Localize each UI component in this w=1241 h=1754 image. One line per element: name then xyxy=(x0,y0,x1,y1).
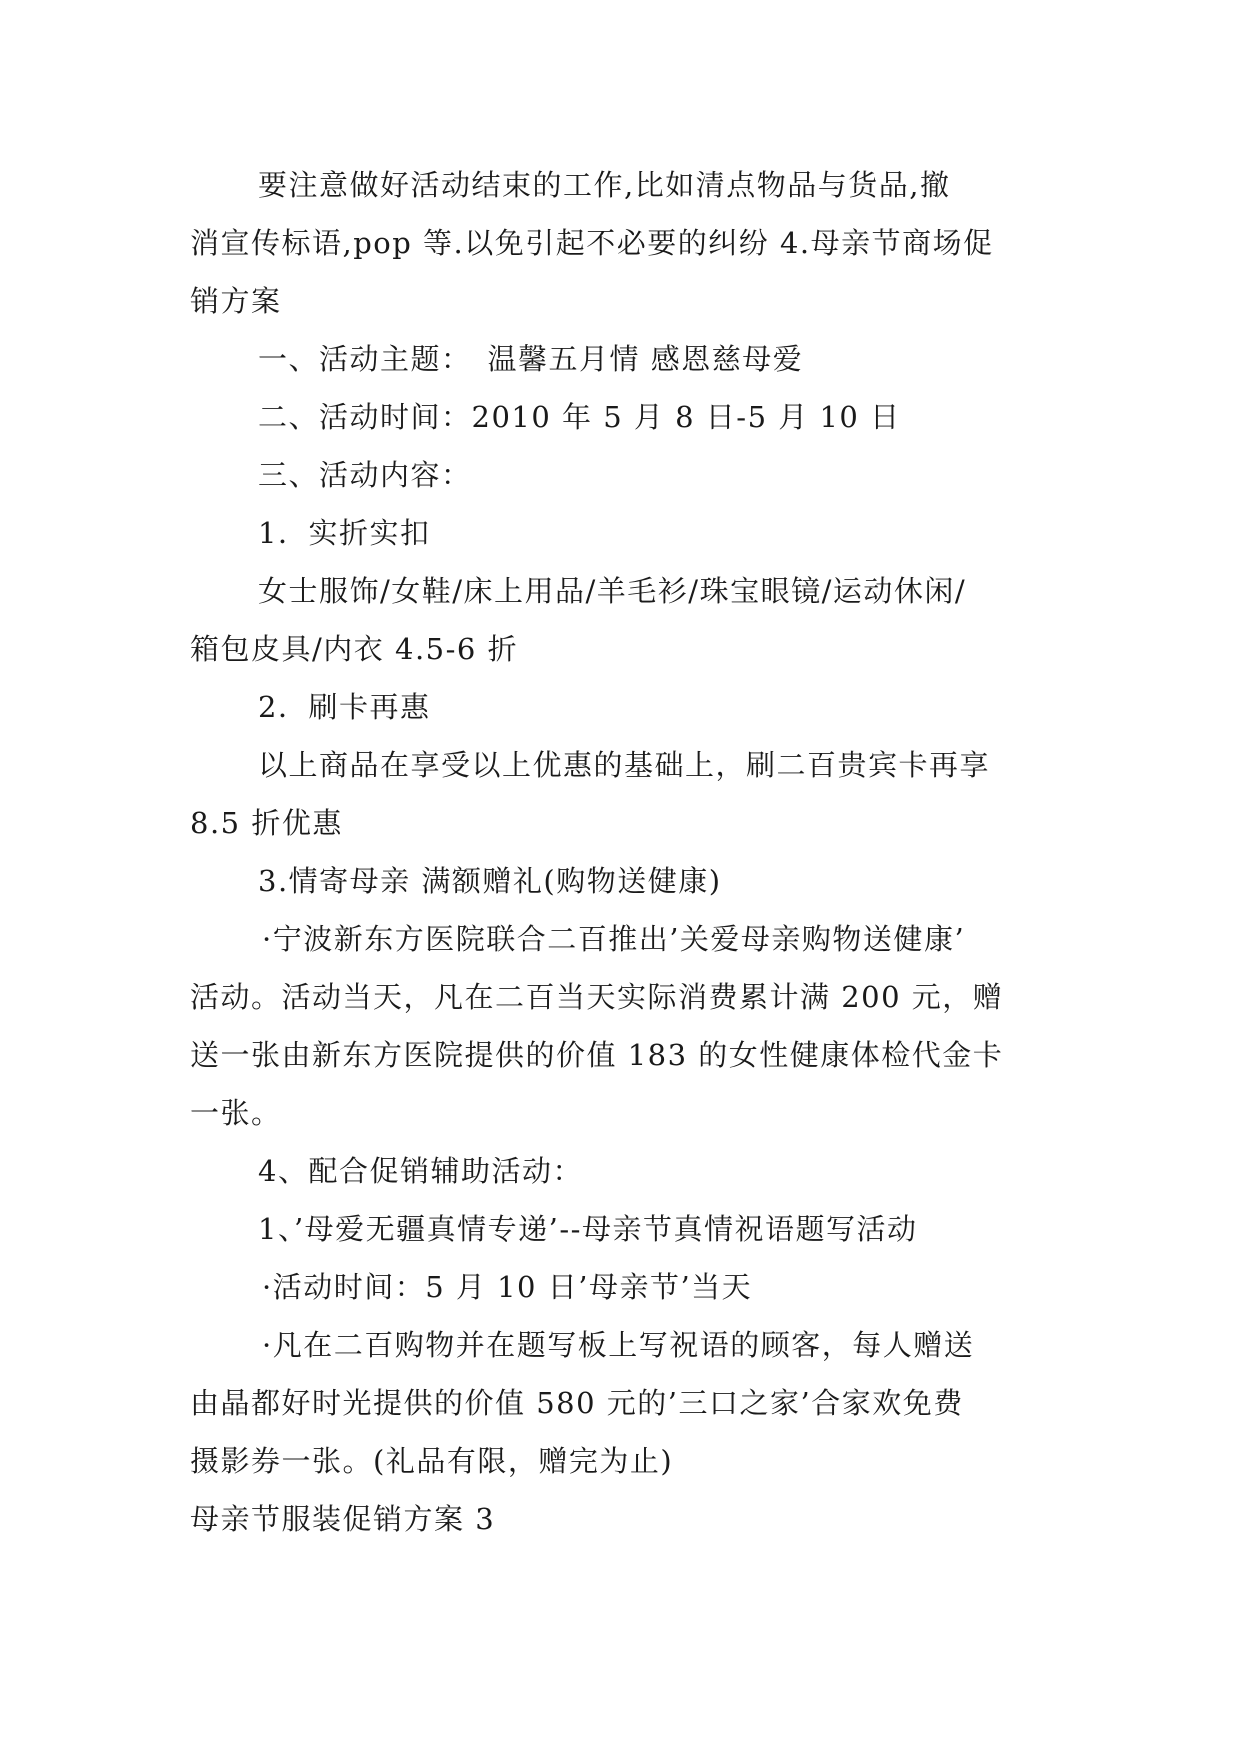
paragraph-line: 女士服饰/女鞋/床上用品/羊毛衫/珠宝眼镜/运动休闲/ xyxy=(258,574,967,608)
bullet-line: ·凡在二百购物并在题写板上写祝语的顾客，每人赠送 xyxy=(262,1328,975,1362)
paragraph-line: 一张。 xyxy=(190,1096,282,1130)
paragraph-line: 销方案 xyxy=(190,284,282,318)
item-heading-discount: 1．实折实扣 xyxy=(258,516,431,550)
bullet-line: ·活动时间：5 月 10 日’母亲节’当天 xyxy=(262,1270,753,1304)
section-heading-auxiliary: 4、配合促销辅助活动： xyxy=(258,1154,583,1188)
item-heading-card: 2．刷卡再惠 xyxy=(258,690,431,724)
paragraph-line: 箱包皮具/内衣 4.5-6 折 xyxy=(190,632,519,666)
item-heading-gift: 3.情寄母亲 满额赠礼(购物送健康) xyxy=(258,864,722,898)
paragraph-line: 摄影券一张。(礼品有限，赠完为止) xyxy=(190,1444,674,1478)
paragraph-line: 活动。活动当天，凡在二百当天实际消费累计满 200 元，赠 xyxy=(190,980,1004,1014)
document-title: 母亲节服装促销方案 3 xyxy=(190,1502,496,1536)
paragraph-line: 以上商品在享受以上优惠的基础上，刷二百贵宾卡再享 xyxy=(258,748,991,782)
section-heading-time: 二、活动时间：2010 年 5 月 8 日-5 月 10 日 xyxy=(258,400,901,434)
paragraph-line: 消宣传标语,pop 等.以免引起不必要的纠纷 4.母亲节商场促 xyxy=(190,226,994,260)
item-heading-blessing: 1、’母爱无疆真情专递’--母亲节真情祝语题写活动 xyxy=(258,1212,918,1246)
paragraph-line: 8.5 折优惠 xyxy=(190,806,343,840)
paragraph-line: 由晶都好时光提供的价值 580 元的’三口之家’合家欢免费 xyxy=(190,1386,964,1420)
bullet-line: ·宁波新东方医院联合二百推出’关爱母亲购物送健康’ xyxy=(262,922,966,956)
paragraph-line: 送一张由新东方医院提供的价值 183 的女性健康体检代金卡 xyxy=(190,1038,1004,1072)
paragraph-line: 要注意做好活动结束的工作,比如清点物品与货品,撤 xyxy=(258,168,951,202)
section-heading-theme: 一、活动主题： 温馨五月情 感恩慈母爱 xyxy=(258,342,804,376)
section-heading-content: 三、活动内容： xyxy=(258,458,472,492)
